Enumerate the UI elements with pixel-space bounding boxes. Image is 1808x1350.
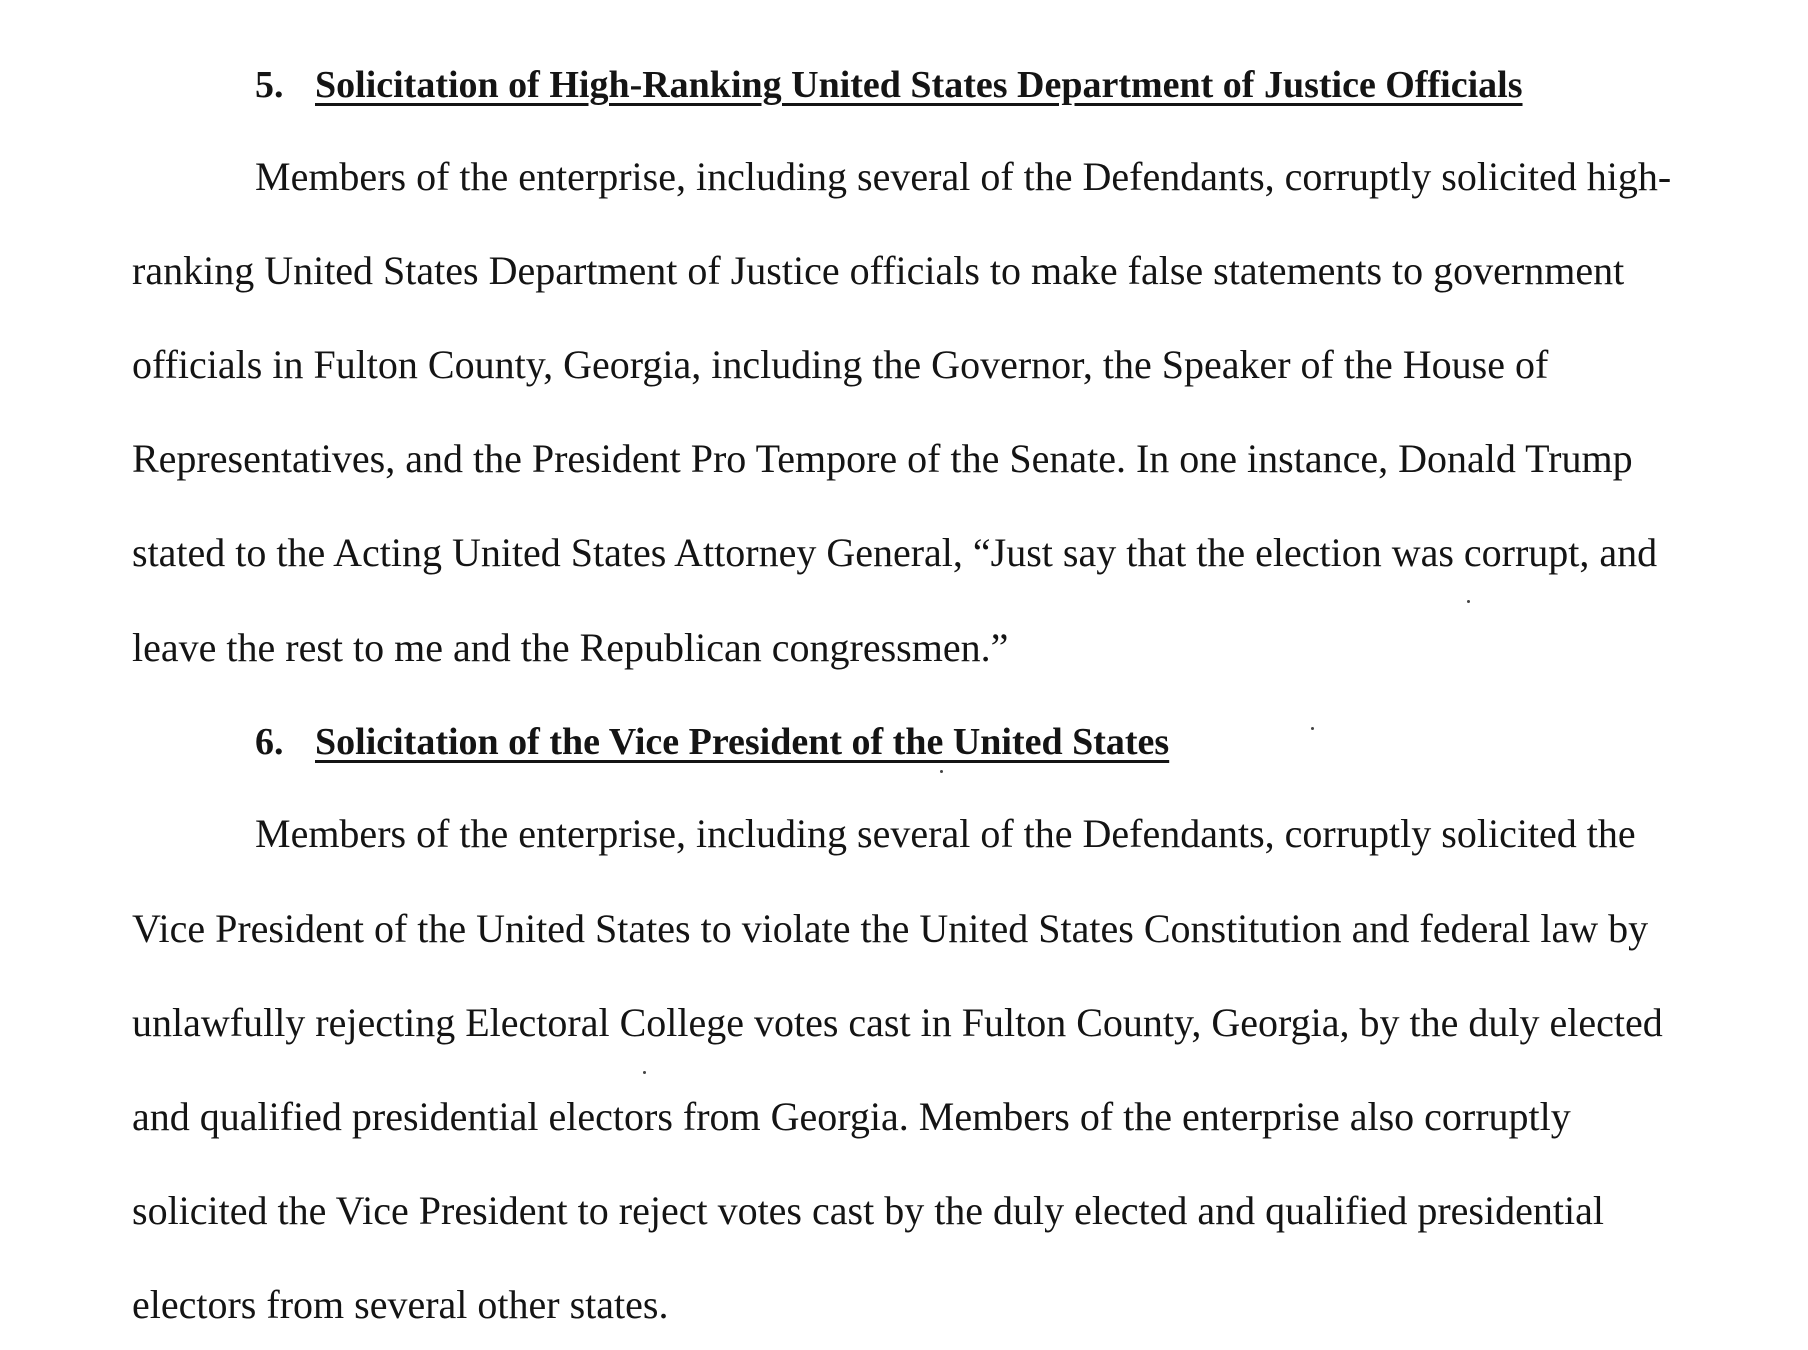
section-6-title: Solicitation of the Vice President of the United States <box>315 721 1170 763</box>
scan-speck <box>643 1071 646 1074</box>
scan-speck <box>940 770 943 773</box>
paragraph-line: stated to the Acting United States Attorney General, “Just say that the election was corrupt, and <box>132 530 1658 575</box>
paragraph-line: unlawfully rejecting Electoral College votes cast in Fulton County, Georgia, by the duly elected <box>132 1000 1663 1045</box>
paragraph-line: solicited the Vice President to reject votes cast by the duly elected and qualified presidential <box>132 1188 1604 1233</box>
paragraph-line: officials in Fulton County, Georgia, including the Governor, the Speaker of the House of <box>132 342 1549 387</box>
paragraph-line: leave the rest to me and the Republican congressmen.” <box>132 625 1009 670</box>
section-6-number: 6. <box>255 721 284 763</box>
scan-speck <box>1311 727 1314 730</box>
paragraph-line: electors from several other states. <box>132 1282 669 1327</box>
scan-speck <box>1467 600 1470 603</box>
paragraph-line: Members of the enterprise, including several of the Defendants, corruptly solicited the <box>255 811 1636 856</box>
paragraph-line: ranking United States Department of Justice officials to make false statements to government <box>132 248 1625 293</box>
paragraph-line: and qualified presidential electors from Georgia. Members of the enterprise also corruptly <box>132 1094 1571 1139</box>
paragraph-line: Vice President of the United States to violate the United States Constitution and federal law by <box>132 906 1649 951</box>
section-5-number: 5. <box>255 64 284 106</box>
section-5-title: Solicitation of High-Ranking United States Department of Justice Officials <box>315 64 1523 106</box>
paragraph-line: Representatives, and the President Pro Tempore of the Senate. In one instance, Donald Trump <box>132 436 1633 481</box>
paragraph-line: Members of the enterprise, including several of the Defendants, corruptly solicited high- <box>255 154 1672 199</box>
